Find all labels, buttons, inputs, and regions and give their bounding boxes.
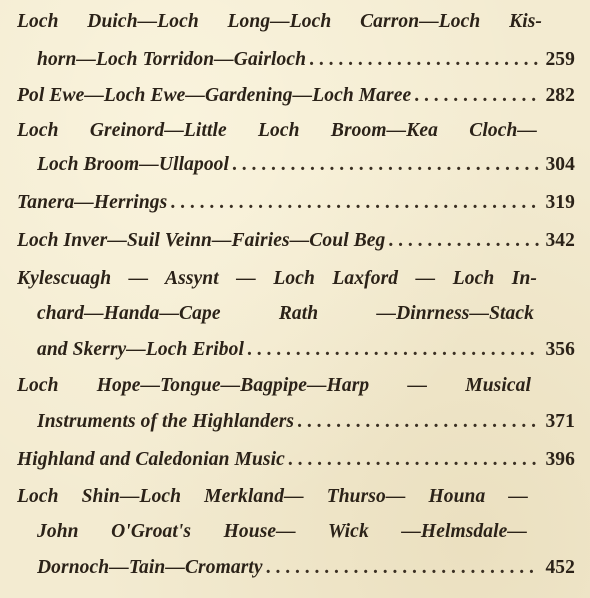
toc-entry-text: Loch Inver—Suil Veinn—Fairies—Coul Beg (17, 230, 386, 251)
dot-leader (385, 224, 539, 258)
toc-entry-leader-line (17, 443, 575, 477)
toc-entry-leader-line (37, 43, 575, 77)
toc-entry-text: John O'Groat's House— Wick —Helmsdale— (37, 521, 527, 542)
toc-page-number: 319 (545, 192, 575, 213)
toc-entry-text: Kylescuagh — Assynt — Loch Laxford — Loch In- (17, 268, 537, 289)
toc-entry-text: Loch Shin—Loch Merkland— Thurso— Houna — (17, 486, 528, 507)
toc-entry-text: Pol Ewe—Loch Ewe—Gardening—Loch Maree (17, 85, 412, 106)
toc-entry-leader-line (17, 224, 575, 258)
dot-leader (244, 333, 539, 367)
dot-leader (167, 186, 539, 220)
toc-entry-leader-line (17, 186, 575, 220)
toc-entry-text: Dornoch—Tain—Cromarty (37, 557, 263, 578)
toc-page-number: 396 (545, 449, 575, 470)
dot-leader (263, 551, 540, 585)
toc-page-number: 259 (545, 49, 575, 70)
dot-leader (229, 148, 539, 182)
toc-page-number: 342 (545, 230, 575, 251)
toc-entry-text: chard—Handa—Cape Rath —Dinrness—Stack (37, 303, 534, 324)
toc-entry-text: horn—Loch Torridon—Gairloch (37, 49, 307, 70)
toc-entry-leader-line (37, 551, 575, 585)
toc-page-number: 371 (545, 411, 575, 432)
toc-page-number: 304 (545, 154, 575, 175)
dot-leader (306, 43, 539, 77)
toc-entry-text: Loch Duich—Loch Long—Loch Carron—Loch Kis- (17, 11, 542, 32)
toc-entry-leader-line (37, 405, 575, 439)
toc-entry-leader-line (37, 148, 575, 182)
toc-entry-text: Loch Broom—Ullapool (37, 154, 230, 175)
toc-entry-text: Loch Hope—Tongue—Bagpipe—Harp — Musical (17, 375, 531, 396)
toc-entry-text: Loch Greinord—Little Loch Broom—Kea Cloch— (17, 120, 537, 141)
toc-entry-text: Highland and Caledonian Music (17, 449, 285, 470)
toc-page-number: 452 (545, 557, 575, 578)
dot-leader (294, 405, 539, 439)
toc-entry-text: and Skerry—Loch Eribol (37, 339, 244, 360)
toc-entry-text: Tanera—Herrings (17, 192, 168, 213)
dot-leader (411, 79, 539, 113)
toc-entry-text: Instruments of the Highlanders (37, 411, 295, 432)
toc-entry-leader-line (17, 79, 575, 113)
toc-page-number: 282 (545, 85, 575, 106)
toc-entry-leader-line (37, 333, 575, 367)
toc-page-number: 356 (545, 339, 575, 360)
dot-leader (285, 443, 540, 477)
